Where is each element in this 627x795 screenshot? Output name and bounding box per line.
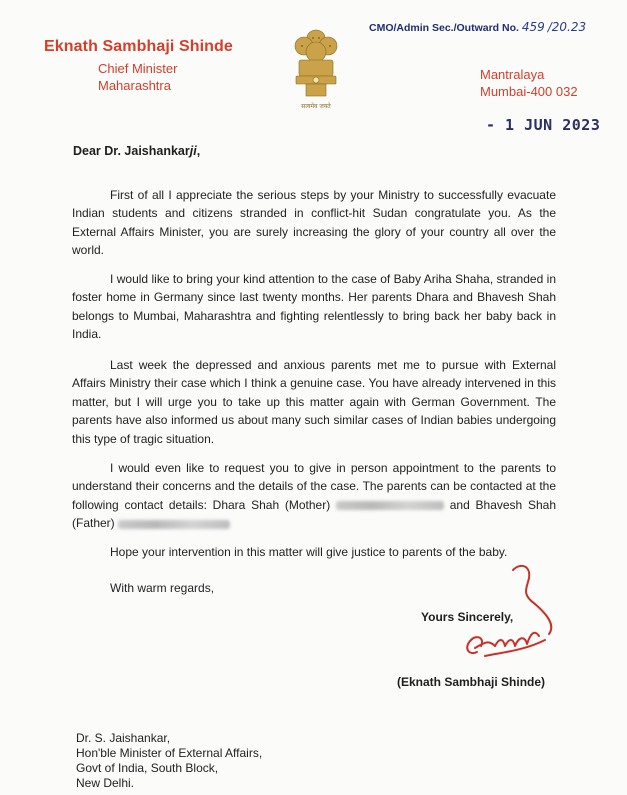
reference-year: /20.23 — [547, 20, 587, 34]
signatory-name: (Eknath Sambhaji Shinde) — [397, 675, 546, 689]
reference-handwritten-number: 459 — [521, 20, 545, 34]
reference-number — [369, 20, 586, 34]
closing-regards: With warm regards, — [110, 581, 215, 595]
sender-name: Eknath Sambhaji Shinde — [44, 38, 233, 55]
sender-title — [98, 60, 177, 94]
sender-title-line-1: Chief Minister — [98, 61, 178, 76]
recipient-line-2: Hon'ble Minister of External Affairs, — [76, 746, 263, 760]
body-paragraph-2: I would like to bring your kind attention to the case of Baby Ariha Shaha, stranded in foster home in Germany since last twenty months. Her parents Dhara and Bhavesh Shah belongs to Mumbai, Maharashtra and fighting relentlessly to bring back her baby back in India. — [72, 272, 556, 342]
body-paragraph-4 — [72, 459, 556, 533]
closing-yours-sincerely: Yours Sincerely, — [421, 610, 514, 624]
recipient-line-3: Govt of India, South Block, — [76, 761, 219, 775]
state-emblem-icon — [286, 24, 346, 114]
salutation-punct: , — [196, 144, 201, 158]
address-line-1: Mantralaya — [480, 67, 545, 82]
recipient-address — [76, 731, 262, 791]
recipient-line-4: New Delhi. — [76, 776, 135, 790]
recipient-line-1: Dr. S. Jaishankar, — [76, 731, 171, 745]
body-paragraph-1: First of all I appreciate the serious steps by your Ministry to successfully evacuate Indian students and citizens stranded in conflict-hit Sudan congratulate you. As the External Affairs Minister, you are surely increasing the glory of your country all over the world. — [72, 188, 556, 258]
date-stamp: - 1 JUN 2023 — [486, 116, 601, 134]
salutation-suffix: ji — [189, 144, 197, 158]
sender-title-line-2: Maharashtra — [98, 78, 171, 93]
contact-text-2: and Bhavesh Shah (Father) — [72, 497, 557, 531]
sender-address — [480, 66, 578, 100]
body-paragraph-3: Last week the depressed and anxious parents met me to pursue with External Affairs Ministry their case which I think a genuine case. You have already intervened in this matter, but I will urge you to take up this matter again with German Government. The parents have also informed us about many such similar cases of Indian babies undergoing this type of tragic situation. — [72, 358, 556, 446]
body-paragraph-5: Hope your intervention in this matter will give justice to parents of the baby. — [110, 545, 508, 559]
salutation — [73, 144, 200, 158]
redacted-phone-father — [118, 520, 230, 529]
emblem-motto: सत्यमेव जयते — [301, 103, 331, 110]
contact-text-1: I would even like to request you to give in person appointment to the parents to understand their concerns and the details of the case. The parents can be contacted at the following contact details: Dhara Shah (Mother) — [72, 461, 556, 512]
salutation-text: Dear Dr. Jaishankar — [73, 144, 190, 158]
redacted-phone-mother — [336, 501, 444, 510]
reference-prefix: CMO/Admin Sec./Outward No. — [369, 22, 519, 34]
address-line-2: Mumbai-400 032 — [480, 84, 578, 99]
